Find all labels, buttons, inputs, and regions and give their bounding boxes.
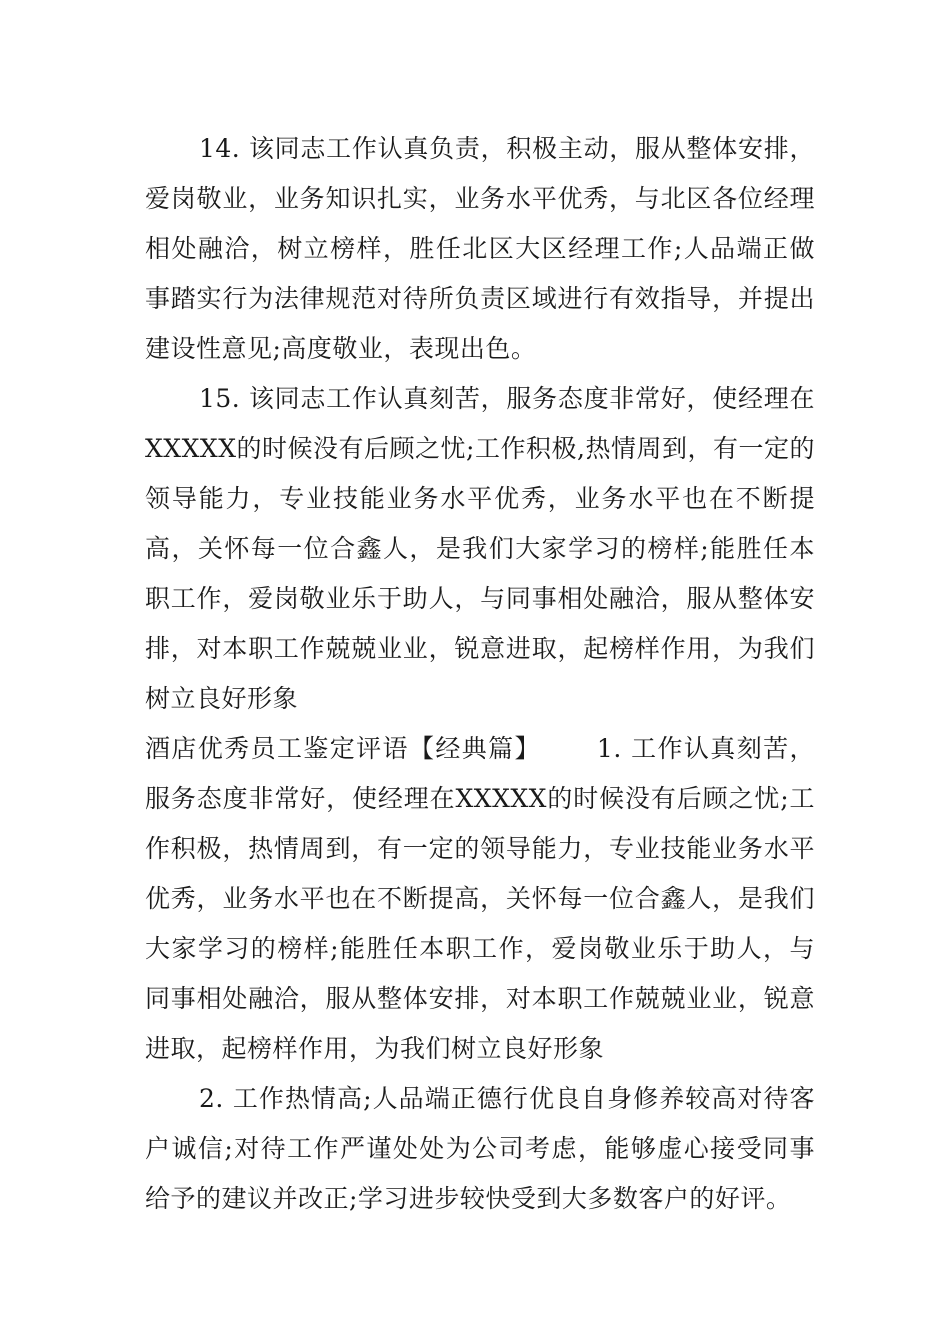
section-item-2: 2. 工作热情高;人品端正德行优良自身修养较高对待客户诚信;对待工作严谨处处为公司考虑，能够虚心接受同事给予的建议并改正;学习进步较快受到大多数客户的好评。	[145, 1084, 815, 1213]
section-item-1: 1. 工作认真刻苦，服务态度非常好，使经理在XXXXX的时候没有后顾之忧;工作积极，热情周到，有一定的领导能力，专业技能业务水平优秀，业务水平也在不断提高，关怀每一位合鑫人，是我们大家学习的榜样;能胜任本职工作，爱岗敬业乐于助人，与同事相处融洽，服从整体安排，对本职工作兢兢业业，锐意进取，起榜样作用，为我们树立良好形象	[145, 734, 815, 1063]
document-body	[145, 124, 815, 1224]
paragraph-item-15: 15. 该同志工作认真刻苦，服务态度非常好，使经理在XXXXX的时候没有后顾之忧;工作积极,热情周到，有一定的领导能力，专业技能业务水平优秀，业务水平也在不断提高，关怀每一位合鑫人，是我们大家学习的榜样;能胜任本职工作，爱岗敬业乐于助人，与同事相处融洽，服从整体安排，对本职工作兢兢业业，锐意进取，起榜样作用，为我们树立良好形象	[145, 384, 815, 713]
section-heading: 酒店优秀员工鉴定评语【经典篇】	[145, 734, 541, 763]
section-paragraph	[145, 724, 815, 1074]
paragraph-item-14: 14. 该同志工作认真负责，积极主动，服从整体安排，爱岗敬业，业务知识扎实，业务水平优秀，与北区各位经理相处融洽，树立榜样，胜任北区大区经理工作;人品端正做事踏实行为法律规范对待所负责区域进行有效指导，并提出建设性意见;高度敬业，表现出色。	[145, 134, 815, 363]
